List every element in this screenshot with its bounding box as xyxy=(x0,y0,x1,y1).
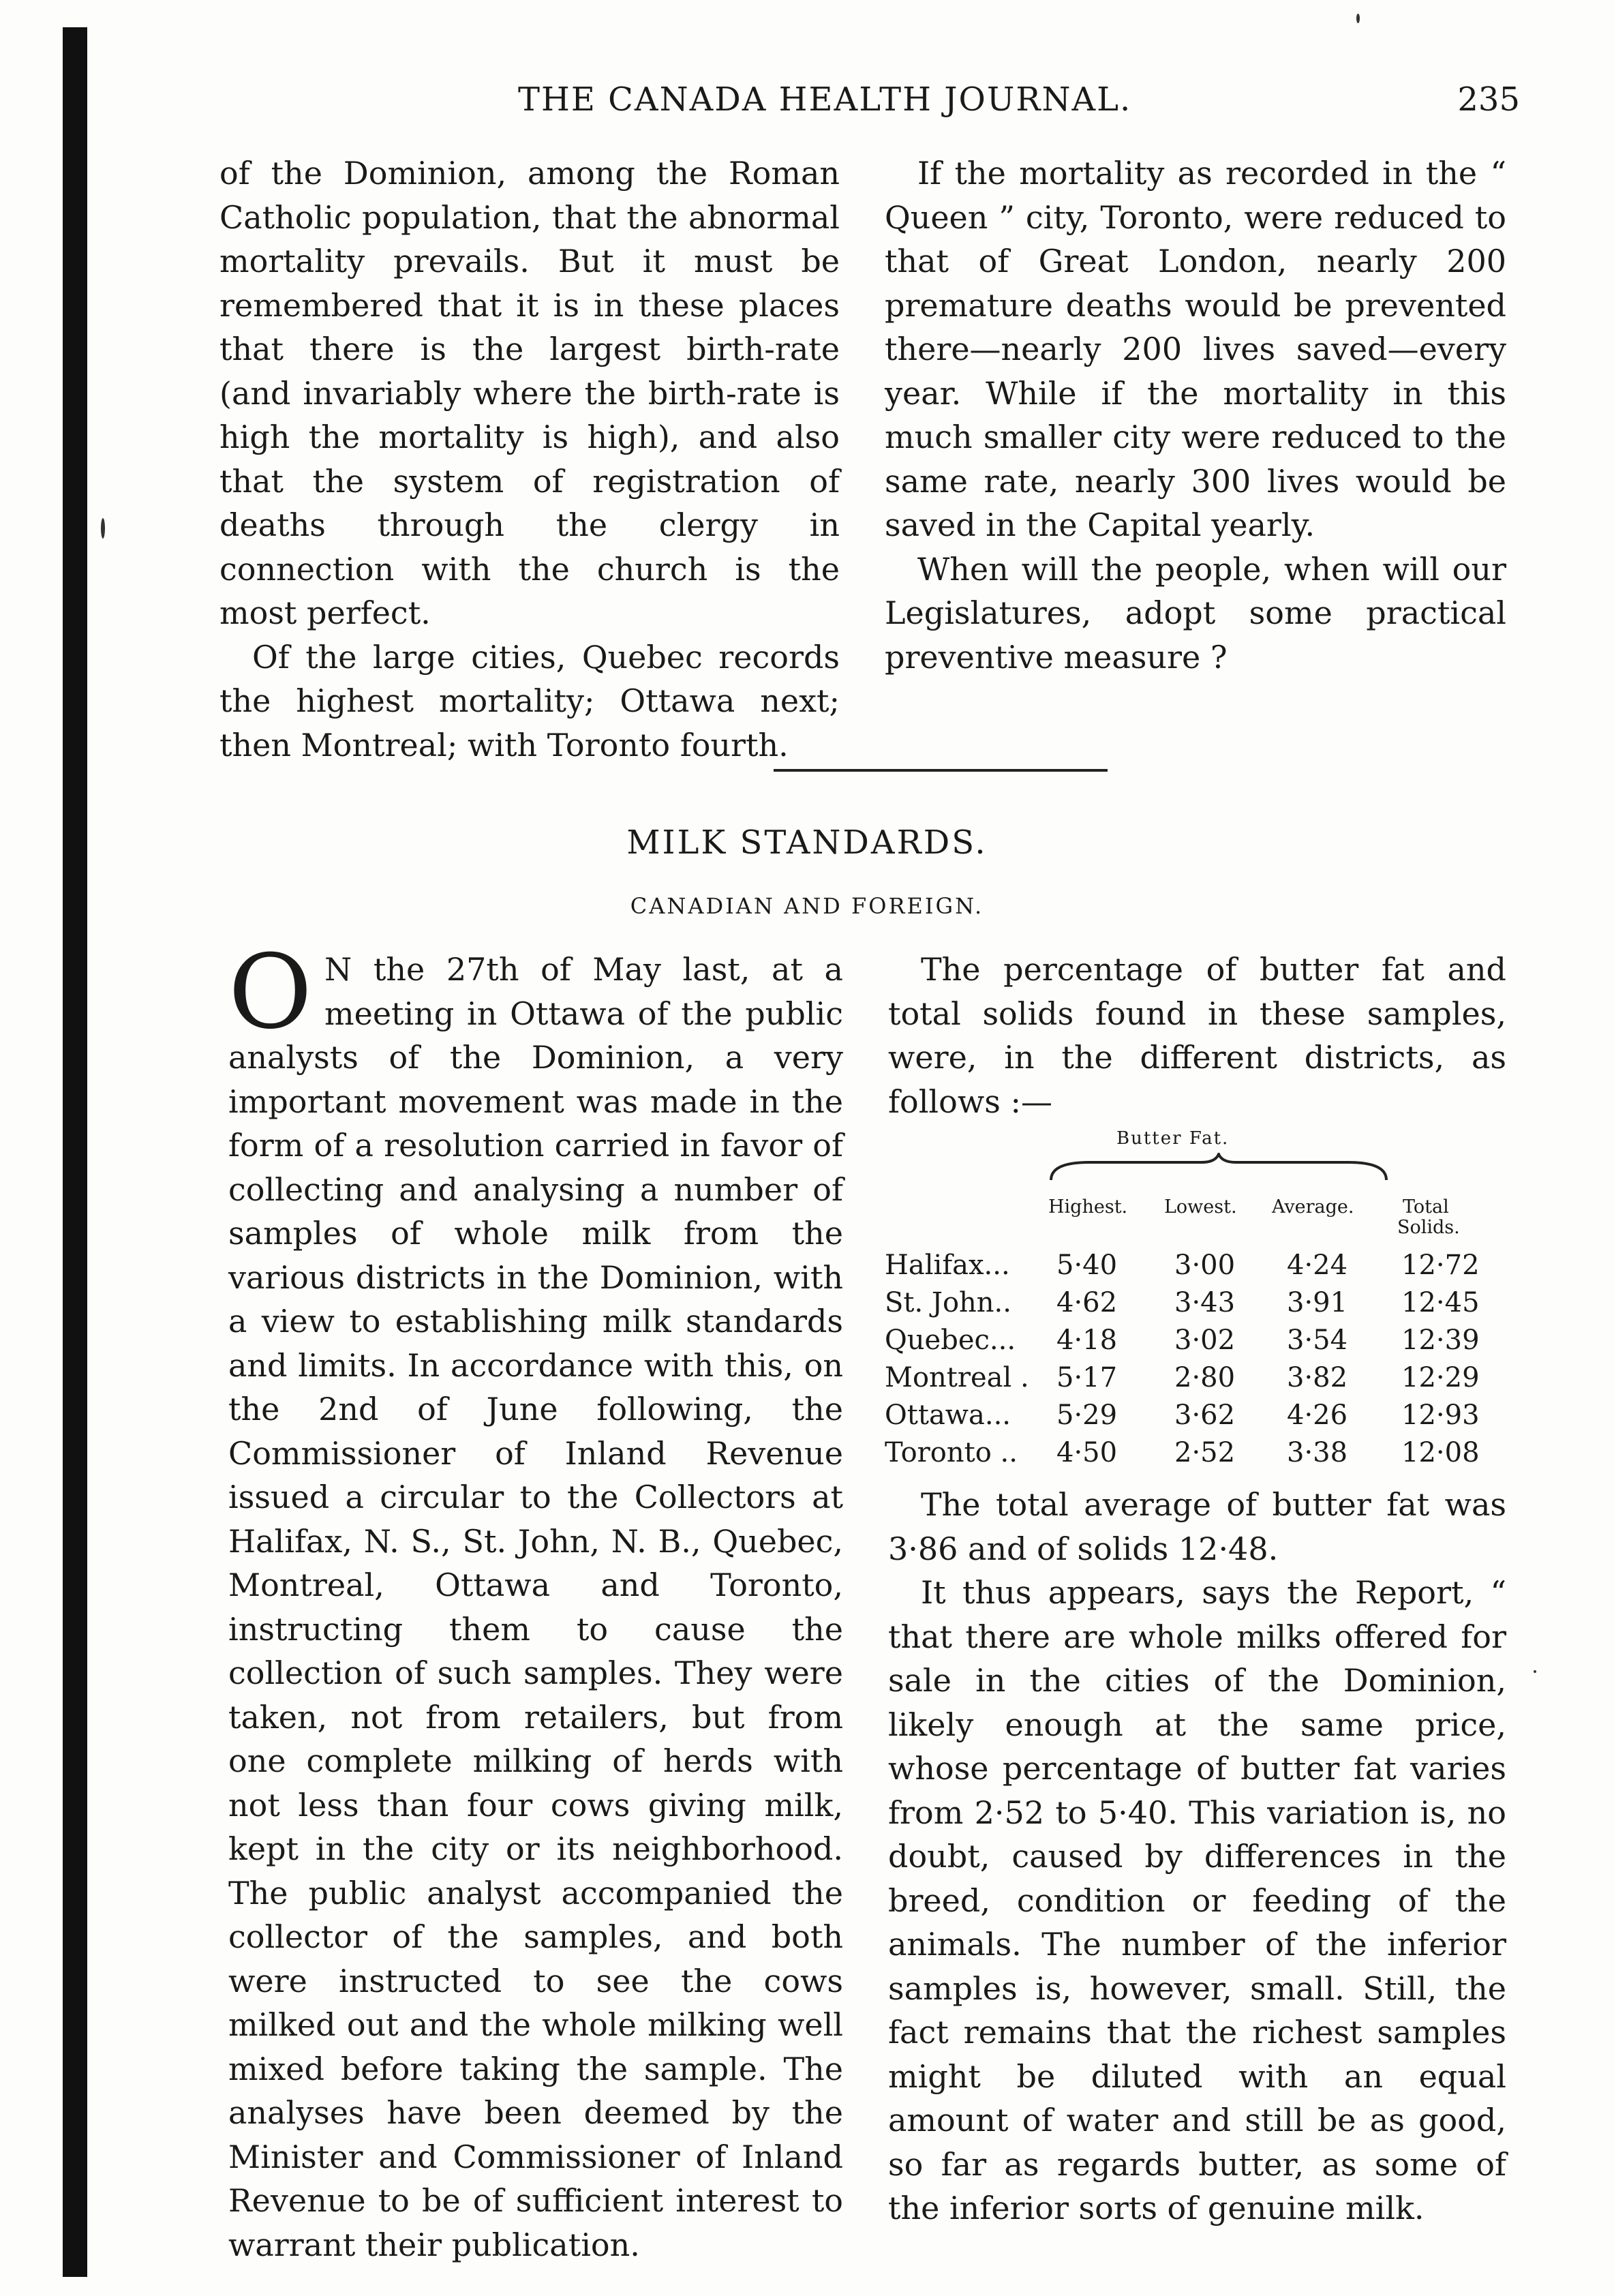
section-divider xyxy=(774,769,1108,772)
paragraph: Of the large cities, Quebec records the highest mortality; Ottawa next; then Montreal; with Toronto fourth. xyxy=(219,638,840,764)
paragraph: N the 27th of May last, at a meeting in Ottawa of the public analysts of the Dominion, a very important movement was made in the form of a resolution carried in favor of collecting and analysing a number of samples of whole milk from the various districts in the Dominion, with a view to establishing milk standards and limits. In accordance with this, on the 2nd of June following, the Commissioner of Inland Revenue issued a circular to the Collectors at Halifax, N. S., St. John, N. B., Quebec, Montreal, Ottawa and Toronto, instructing them to cause the collection of such samples. They were taken, not from retailers, but from one complete milking of herds with not less than four cows giving milk, kept in the city or its neighborhood. The public analyst accompanied the collector of the samples, and both were instructed to see the cows milked out and the whole milking well mixed before taking the sample. The analyses have been deemed by the Minister and Commissioner of Inland Revenue to be of sufficient interest to warrant their publication. xyxy=(228,951,843,2263)
cell-total: 12·72 xyxy=(1401,1250,1480,1281)
article-title: MILK STANDARDS. xyxy=(626,824,988,862)
cell-average: 4·26 xyxy=(1287,1400,1348,1431)
cell-city: St. John.. xyxy=(885,1287,1011,1318)
paragraph: The total average of butter fat was 3·86 and of solids 12·48. xyxy=(888,1486,1506,1567)
print-speck xyxy=(101,518,105,539)
table-row xyxy=(885,1400,1512,1435)
table-row xyxy=(885,1250,1512,1285)
cell-average: 3·91 xyxy=(1287,1287,1348,1318)
cell-average: 4·24 xyxy=(1287,1250,1348,1281)
cell-highest: 5·17 xyxy=(1056,1362,1118,1393)
header-solids: Solids. xyxy=(1397,1217,1460,1238)
paragraph: It thus appears, says the Report, “ that there are whole milks offered for sale in the cities of the Dominion, likely enough at the same price, whose percentage of butter fat varies from 2·52 to 5·40. This variation is, no doubt, caused by differences in the breed, condition or feeding of the animals. The number of the inferior samples is, however, small. Still, the fact remains that the richest samples might be diluted with an equal amount of water and still be as good, so far as regards butter, as some of the inferior sorts of genuine milk. xyxy=(888,1574,1506,2226)
cell-lowest: 2·52 xyxy=(1174,1437,1236,1468)
print-speck xyxy=(1534,1670,1536,1673)
cell-lowest: 2·80 xyxy=(1174,1362,1236,1393)
drop-cap: O xyxy=(228,933,312,1052)
header-lowest: Lowest. xyxy=(1164,1196,1237,1218)
table-row xyxy=(885,1325,1512,1360)
top-right-column xyxy=(885,151,1506,679)
cell-total: 12·08 xyxy=(1401,1437,1480,1468)
cell-city: Ottawa... xyxy=(885,1400,1011,1431)
cell-highest: 5·29 xyxy=(1056,1400,1118,1431)
cell-highest: 5·40 xyxy=(1056,1250,1118,1281)
page-number: 235 xyxy=(1457,80,1520,119)
cell-total: 12·45 xyxy=(1401,1287,1480,1318)
cell-highest: 4·62 xyxy=(1056,1287,1118,1318)
top-left-column xyxy=(219,151,840,767)
cell-city: Montreal . xyxy=(885,1362,1029,1393)
article-subtitle: CANADIAN AND FOREIGN. xyxy=(630,893,984,919)
table-row xyxy=(885,1287,1512,1323)
cell-lowest: 3·62 xyxy=(1174,1400,1236,1431)
cell-highest: 4·18 xyxy=(1056,1325,1118,1356)
cell-lowest: 3·43 xyxy=(1174,1287,1236,1318)
journal-title: THE CANADA HEALTH JOURNAL. xyxy=(518,80,1132,119)
article-right-column xyxy=(888,1483,1506,2231)
table-caption: Butter Fat. xyxy=(1116,1128,1230,1149)
cell-average: 3·38 xyxy=(1287,1437,1348,1468)
table-row xyxy=(885,1437,1512,1472)
cell-lowest: 3·02 xyxy=(1174,1325,1236,1356)
cell-city: Quebec... xyxy=(885,1325,1016,1356)
cell-lowest: 3·00 xyxy=(1174,1250,1236,1281)
header-average: Average. xyxy=(1272,1196,1354,1218)
paragraph: The percentage of butter fat and total solids found in these samples, were, in the different districts, as follows :— xyxy=(888,951,1506,1120)
paragraph: When will the people, when will our Legislatures, adopt some practical preventive measure ? xyxy=(885,550,1506,676)
running-header xyxy=(225,80,1520,121)
header-total: Total xyxy=(1403,1196,1449,1218)
paragraph: If the mortality as recorded in the “ Queen ” city, Toronto, were reduced to that of Great London, nearly 200 premature deaths would be prevented there—nearly 200 lives saved—every year. While if the mortality in this much smaller city were reduced to the same rate, nearly 300 lives would be saved in the Capital yearly. xyxy=(885,155,1506,543)
article-left-column xyxy=(228,933,843,2267)
paragraph: of the Dominion, among the Roman Catholic population, that the abnormal mortality prevails. But it must be remembered that it is in these places that there is the largest birth-rate (and invariably where the birth-rate is high the mortality is high), and also that the system of registration of deaths through the clergy in connection with the church is the most perfect. xyxy=(219,155,840,631)
cell-total: 12·39 xyxy=(1401,1325,1480,1356)
cell-total: 12·29 xyxy=(1401,1362,1480,1393)
cell-total: 12·93 xyxy=(1401,1400,1480,1431)
print-speck xyxy=(1356,14,1360,23)
cell-city: Halifax... xyxy=(885,1250,1010,1281)
header-highest: Highest. xyxy=(1048,1196,1128,1218)
cell-city: Toronto .. xyxy=(885,1437,1018,1468)
cell-average: 3·82 xyxy=(1287,1362,1348,1393)
article-right-intro xyxy=(888,948,1506,1123)
table-row xyxy=(885,1362,1512,1398)
brace-icon xyxy=(1048,1153,1389,1183)
cell-average: 3·54 xyxy=(1287,1325,1348,1356)
cell-highest: 4·50 xyxy=(1056,1437,1118,1468)
book-spine-shadow xyxy=(63,27,87,2277)
